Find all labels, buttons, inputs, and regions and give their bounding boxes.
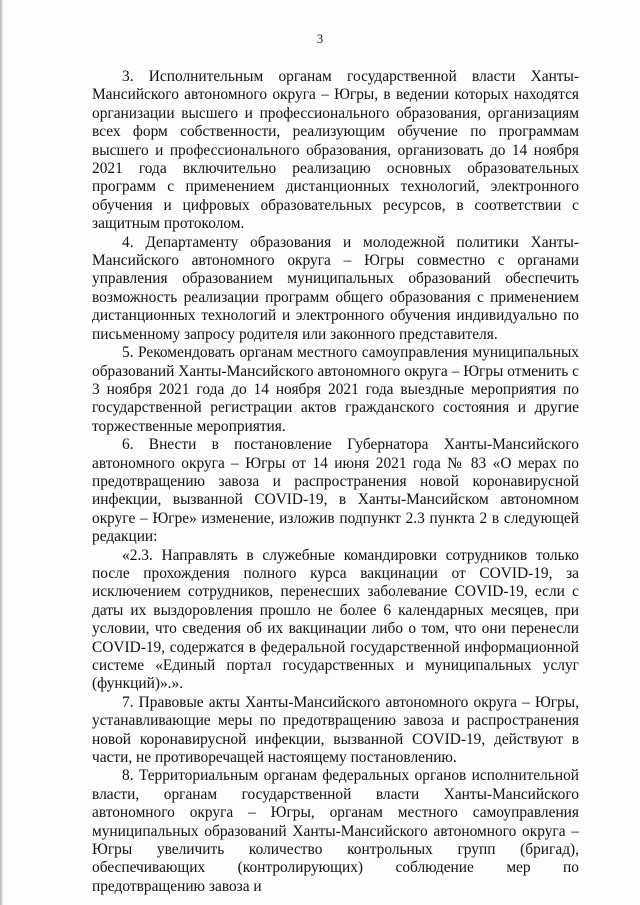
scan-edge: [0, 0, 3, 905]
document-body: [92, 68, 579, 896]
paragraph-5: 5. Рекомендовать органам местного самоуправления муниципальных образований Ханты-Мансийского автономного округа – Югры отменить с 3 ноября 2021 года до 14 ноября 2021 года выездные мероприятия по государственной регистрации актов гражданского состояния и другие торжественные мероприятия.: [92, 344, 579, 435]
paragraph-7: 7. Правовые акты Ханты-Мансийского автономного округа – Югры, устанавливающие меры по предотвращению завоза и распространения новой коронавирусной инфекции, вызванной COVID-19, действуют в части, не противоречащей настоящему постановлению.: [92, 693, 579, 767]
paragraph-6: 6. Внести в постановление Губернатора Ханты-Мансийского автономного округа – Югры от 14 июня 2021 года № 83 «О мерах по предотвращению завоза и распространения новой коронавирусной инфекции, вызванной COVID-19, в Ханты-Мансийском автономном округе – Югре» изменение, изложив подпункт 2.3 пункта 2 в следующей редакции:: [92, 436, 579, 546]
paragraph-3: 3. Исполнительным органам государственной власти Ханты-Мансийского автономного округа – Югры, в ведении которых находятся организации высшего и профессионального образования, организациям всех форм собственности, реализующим обучение по программам высшего и профессионального образования, организовать до 14 ноября 2021 года включительно реализацию основных образовательных программ с применением дистанционных технологий, электронного обучения и цифровых образовательных ресурсов, в соответствии с защитным протоколом.: [92, 68, 579, 233]
paragraph-6-quote: «2.3. Направлять в служебные командировки сотрудников только после прохождения полного курса вакцинации от COVID-19, за исключением сотрудников, перенесших заболевание COVID-19, если с даты их выздоровления прошло не более 6 календарных месяцев, при условии, что сведения об их вакцинации либо о том, что они перенесли COVID-19, содержатся в федеральной государственной информационной системе «Единый портал государственных и муниципальных услуг (функций)».».: [92, 546, 579, 693]
paragraph-4: 4. Департаменту образования и молодежной политики Ханты-Мансийского автономного округа – Югры совместно с органами управления образованием муниципальных образований обеспечить возможность реализации программ общего образования с применением дистанционных технологий и электронного обучения индивидуально по письменному запросу родителя или законного представителя.: [92, 233, 579, 343]
page-number: 3: [316, 31, 324, 46]
paragraph-8: 8. Территориальным органам федеральных органов исполнительной власти, органам государственной власти Ханты-Мансийского автономного округа – Югры, органам местного самоуправления муниципальных образований Ханты-Мансийского автономного округа – Югры увеличить количество контрольных групп (бригад), обеспечивающих (контролирующих) соблюдение мер по предотвращению завоза и: [92, 767, 579, 895]
